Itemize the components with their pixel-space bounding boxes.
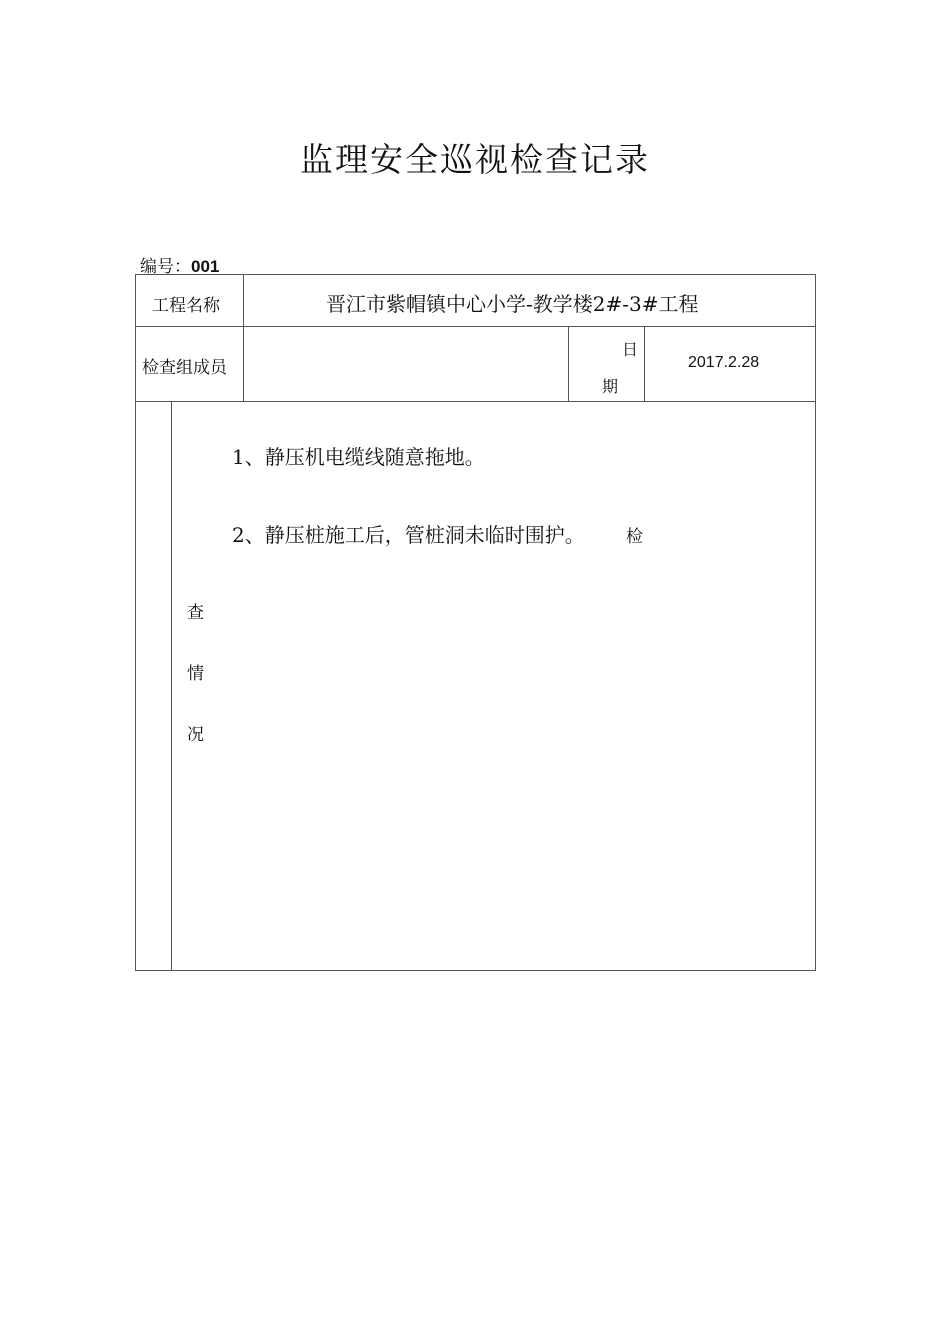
project-name-value: 晋江市紫帽镇中心小学-教学楼2#-3#工程 [326,292,699,316]
section-label-char-1: 检 [626,527,643,547]
section-label-char-4: 况 [187,725,204,745]
document-number-label: 编号： [140,257,191,277]
date-label-left-divider [568,326,569,401]
date-label-char-1: 日 [622,340,639,359]
date-label-char-2: 期 [602,377,619,396]
finding-item-1: 1、静压机电缆线随意拖地。 [232,445,485,469]
findings-column-divider [171,401,172,970]
label-column-divider [243,275,244,401]
inspection-record-table [135,274,816,971]
page-title: 监理安全巡视检查记录 [300,140,650,179]
date-label-right-divider [644,326,645,401]
section-label-char-2: 查 [187,603,204,623]
project-name-label: 工程名称 [152,296,220,316]
finding-item-2: 2、静压桩施工后，管桩洞未临时围护。 [232,523,585,547]
document-number-value: 001 [191,257,220,276]
row-divider-1 [136,326,815,327]
date-value: 2017.2.28 [688,354,760,371]
inspection-team-label: 检查组成员 [142,358,227,378]
section-label-char-3: 情 [187,664,204,684]
row-divider-2 [136,401,815,402]
